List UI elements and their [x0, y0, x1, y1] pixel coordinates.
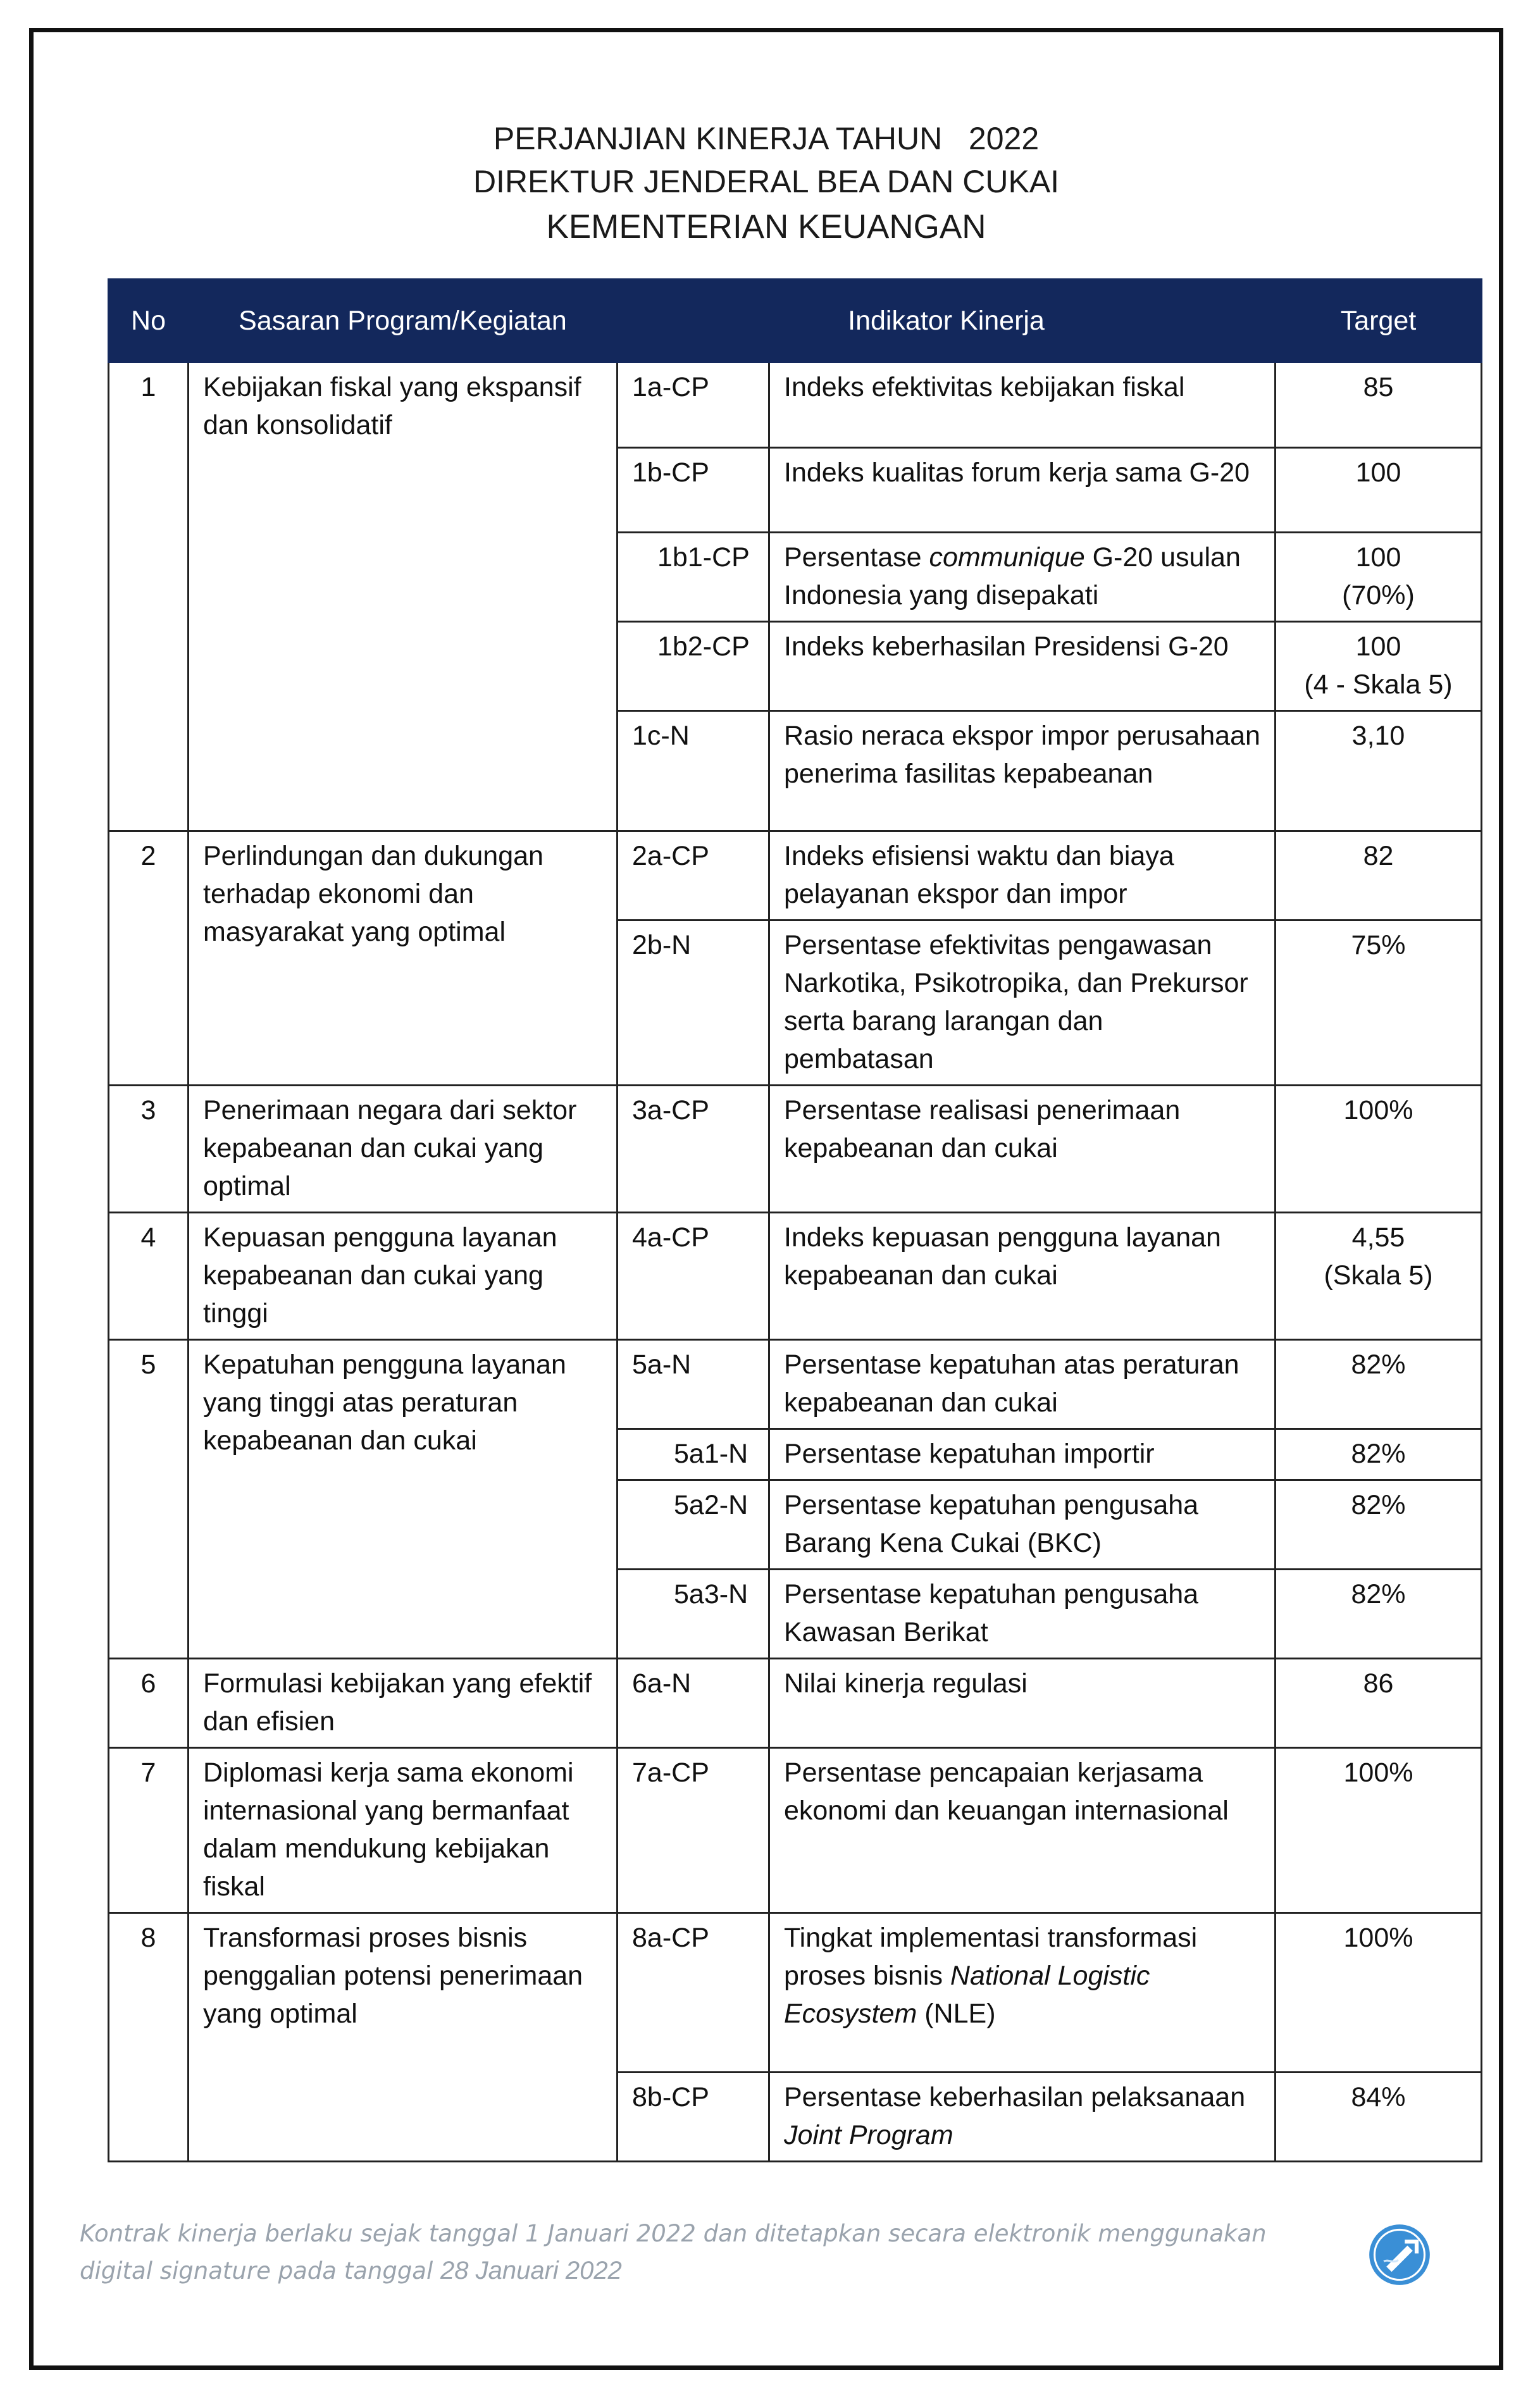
- col-header-no: No: [109, 280, 189, 363]
- table-row: [109, 1086, 1482, 1213]
- target-cell: [1276, 363, 1482, 448]
- row-number: 2: [109, 831, 189, 1086]
- row-number: 8: [109, 1913, 189, 2162]
- indicator-code: 1b-CP: [618, 448, 769, 533]
- table-row: [109, 1748, 1482, 1913]
- target-value: 100%: [1343, 1095, 1413, 1125]
- indicator-text: Persentase realisasi penerimaan kepabeanan dan cukai: [769, 1086, 1276, 1213]
- target-value: 100: [1355, 631, 1401, 662]
- indicator-text: Indeks kepuasan pengguna layanan kepabeanan dan cukai: [769, 1213, 1276, 1340]
- target-cell: [1276, 1086, 1482, 1213]
- row-number: 3: [109, 1086, 189, 1213]
- sasaran-cell: Perlindungan dan dukungan terhadap ekonomi dan masyarakat yang optimal: [189, 831, 618, 1086]
- digital-signature-seal-icon: [1367, 2222, 1432, 2288]
- target-cell: [1276, 1748, 1482, 1913]
- target-cell: [1276, 921, 1482, 1086]
- indicator-code: 1c-N: [618, 711, 769, 831]
- target-value: 82%: [1351, 1439, 1406, 1469]
- footer-note: [80, 2216, 1313, 2290]
- indicator-code: 2a-CP: [618, 831, 769, 921]
- sasaran-cell: Kebijakan fiskal yang ekspansif dan konsolidatif: [189, 363, 618, 831]
- indicator-code: 7a-CP: [618, 1748, 769, 1913]
- indicator-code: 6a-N: [618, 1659, 769, 1748]
- target-cell: [1276, 831, 1482, 921]
- indicator-code: 8a-CP: [618, 1913, 769, 2073]
- target-cell: [1276, 622, 1482, 711]
- target-cell: [1276, 2073, 1482, 2162]
- target-value: 100: [1355, 542, 1401, 573]
- table-row: [109, 1659, 1482, 1748]
- target-note: (Skala 5): [1324, 1260, 1433, 1291]
- target-note: (70%): [1342, 580, 1415, 611]
- target-value: 82: [1363, 841, 1394, 871]
- target-cell: [1276, 711, 1482, 831]
- target-cell: [1276, 1913, 1482, 2073]
- indicator-text: Indeks efisiensi waktu dan biaya pelayanan ekspor dan impor: [769, 831, 1276, 921]
- indicator-code: 5a2-N: [618, 1480, 769, 1570]
- indicator-text: Indeks efektivitas kebijakan fiskal: [769, 363, 1276, 448]
- indicator-text: Persentase efektivitas pengawasan Narkotika, Psikotropika, dan Prekursor serta barang larangan dan pembatasan: [769, 921, 1276, 1086]
- sasaran-cell: Kepuasan pengguna layanan kepabeanan dan cukai yang tinggi: [189, 1213, 618, 1340]
- target-note: (4 - Skala 5): [1304, 669, 1453, 700]
- target-value: 82%: [1351, 1579, 1406, 1609]
- indicator-code: 8b-CP: [618, 2073, 769, 2162]
- target-value: 75%: [1351, 930, 1406, 960]
- performance-table: [108, 278, 1482, 2162]
- indicator-text-part: Tingkat implementasi transformasi proses bisnis: [784, 1923, 1198, 1991]
- target-cell: [1276, 1659, 1482, 1748]
- sasaran-cell: Formulasi kebijakan yang efektif dan efisien: [189, 1659, 618, 1748]
- indicator-text: Persentase kepatuhan atas peraturan kepabeanan dan cukai: [769, 1340, 1276, 1429]
- col-header-sasaran: Sasaran Program/Kegiatan: [189, 280, 618, 363]
- target-value: 82%: [1351, 1490, 1406, 1520]
- indicator-text-part: Persentase: [784, 542, 929, 573]
- table-header-row: [109, 280, 1482, 363]
- target-cell: [1276, 1570, 1482, 1659]
- table-row: [109, 831, 1482, 921]
- target-cell: [1276, 1429, 1482, 1480]
- target-value: 82%: [1351, 1349, 1406, 1380]
- indicator-text-part: G-20 usulan Indonesia yang disepakati: [784, 542, 1241, 611]
- row-number: 5: [109, 1340, 189, 1659]
- col-header-target: Target: [1276, 280, 1482, 363]
- indicator-text-italic: National Logistic Ecosystem: [784, 1961, 1150, 2029]
- title-line-1: PERJANJIAN KINERJA TAHUN 2022: [493, 121, 1040, 156]
- row-number: 7: [109, 1748, 189, 1913]
- indicator-code: 4a-CP: [618, 1213, 769, 1340]
- indicator-text: Persentase pencapaian kerjasama ekonomi dan keuangan internasional: [769, 1748, 1276, 1913]
- indicator-code: 3a-CP: [618, 1086, 769, 1213]
- sasaran-cell: Kepatuhan pengguna layanan yang tinggi atas peraturan kepabeanan dan cukai: [189, 1340, 618, 1659]
- target-value: 84%: [1351, 2082, 1406, 2112]
- row-number: 1: [109, 363, 189, 831]
- indicator-text-part: Persentase keberhasilan pelaksanaan: [784, 2082, 1246, 2112]
- table-row: [109, 1913, 1482, 2073]
- col-header-indikator: Indikator Kinerja: [618, 280, 1276, 363]
- indicator-text: Rasio neraca ekspor impor perusahaan penerima fasilitas kepabeanan: [769, 711, 1276, 831]
- indicator-text: [769, 2073, 1276, 2162]
- indicator-text: [769, 1913, 1276, 2073]
- indicator-text-part: (NLE): [917, 1999, 996, 2029]
- target-cell: [1276, 448, 1482, 533]
- target-value: 86: [1363, 1668, 1394, 1699]
- title-line-3: KEMENTERIAN KEUANGAN: [546, 208, 986, 245]
- target-cell: [1276, 1213, 1482, 1340]
- indicator-code: 5a3-N: [618, 1570, 769, 1659]
- indicator-code: 1b1-CP: [618, 533, 769, 622]
- indicator-text-italic: communique: [929, 542, 1085, 573]
- row-number: 4: [109, 1213, 189, 1340]
- footer-date: 28 Januari 2022: [440, 2257, 622, 2284]
- indicator-code: 1a-CP: [618, 363, 769, 448]
- indicator-text: Persentase kepatuhan pengusaha Kawasan Berikat: [769, 1570, 1276, 1659]
- table-row: [109, 1340, 1482, 1429]
- sasaran-cell: Transformasi proses bisnis penggalian potensi penerimaan yang optimal: [189, 1913, 618, 2162]
- footer-text: Kontrak kinerja berlaku sejak tanggal 1 Januari 2022 dan ditetapkan secara elektronik menggunakan digital signature pada tanggal: [80, 2220, 1267, 2284]
- row-number: 6: [109, 1659, 189, 1748]
- indicator-text-italic: Joint Program: [784, 2120, 953, 2150]
- indicator-code: 5a1-N: [618, 1429, 769, 1480]
- target-value: 4,55: [1351, 1222, 1405, 1253]
- indicator-code: 1b2-CP: [618, 622, 769, 711]
- table-row: [109, 1213, 1482, 1340]
- target-value: 3,10: [1351, 721, 1405, 751]
- document-title: [29, 117, 1503, 251]
- table-row: [109, 363, 1482, 448]
- target-cell: [1276, 533, 1482, 622]
- target-value: 85: [1363, 372, 1394, 402]
- indicator-text: Persentase kepatuhan pengusaha Barang Kena Cukai (BKC): [769, 1480, 1276, 1570]
- indicator-text: Indeks keberhasilan Presidensi G-20: [769, 622, 1276, 711]
- target-value: 100%: [1343, 1923, 1413, 1953]
- target-cell: [1276, 1340, 1482, 1429]
- sasaran-cell: Diplomasi kerja sama ekonomi internasional yang bermanfaat dalam mendukung kebijakan fiskal: [189, 1748, 618, 1913]
- indicator-text: Persentase kepatuhan importir: [769, 1429, 1276, 1480]
- target-cell: [1276, 1480, 1482, 1570]
- target-value: 100: [1355, 457, 1401, 488]
- indicator-text: [769, 533, 1276, 622]
- indicator-text: Nilai kinerja regulasi: [769, 1659, 1276, 1748]
- sasaran-cell: Penerimaan negara dari sektor kepabeanan dan cukai yang optimal: [189, 1086, 618, 1213]
- indicator-code: 2b-N: [618, 921, 769, 1086]
- indicator-code: 5a-N: [618, 1340, 769, 1429]
- title-line-2: DIREKTUR JENDERAL BEA DAN CUKAI: [473, 164, 1060, 199]
- indicator-text: Indeks kualitas forum kerja sama G-20: [769, 448, 1276, 533]
- target-value: 100%: [1343, 1757, 1413, 1788]
